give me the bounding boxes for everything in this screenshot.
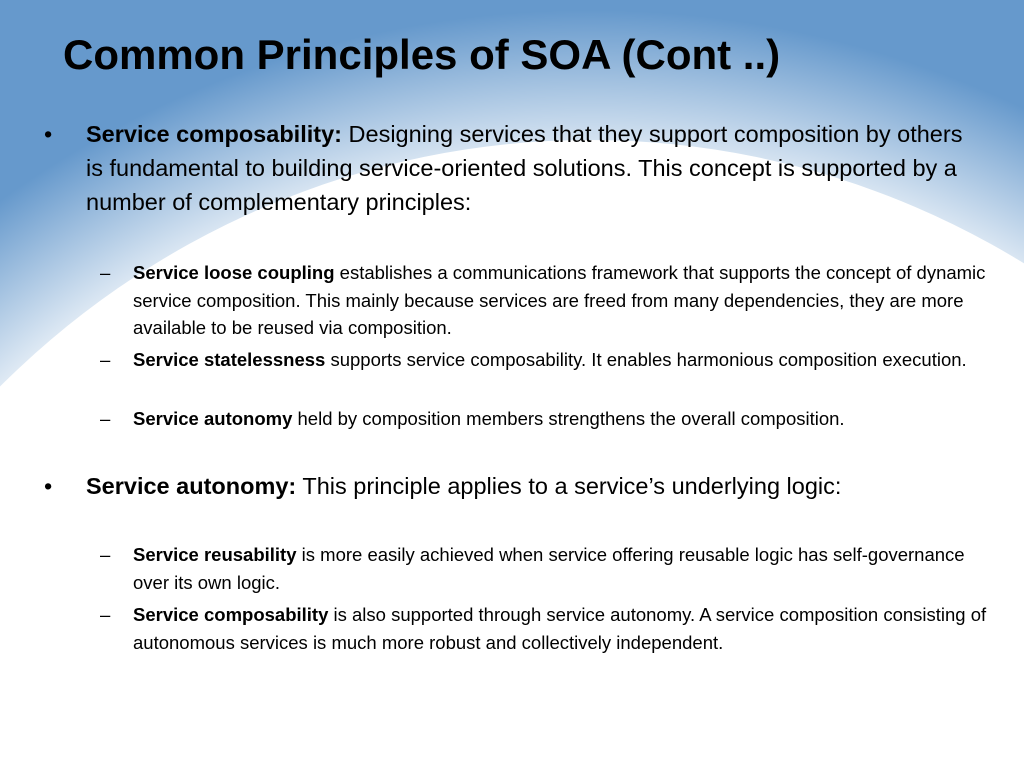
bullet-text: This principle applies to a service’s underlying logic: <box>296 473 842 499</box>
sub-bullet-text: is also supported through service autonomy. A service composition consisting of autonomous services is much more robust and collectively independent. <box>133 604 987 653</box>
sub-bullet-marker: – <box>100 349 111 370</box>
bullet-marker: • <box>44 121 53 147</box>
sub-bullet-text: establishes a communications framework that supports the concept of dynamic service composition. This mainly because services are freed from many dependencies, they are more available to be reused via composition. <box>133 262 986 338</box>
sub-bullet-term: Service loose coupling <box>133 262 335 283</box>
bullet-service-autonomy <box>44 469 966 503</box>
bullet-term: Service composability: <box>86 121 342 147</box>
bullet-service-composability <box>44 117 966 219</box>
sub-bullet-text: held by composition members strengthens the overall composition. <box>292 408 845 429</box>
sub-bullet-marker: – <box>100 408 111 429</box>
sub-bullet-term: Service statelessness <box>133 349 326 370</box>
sub-bullet-loose-coupling <box>100 259 993 342</box>
sub-bullet-marker: – <box>100 262 111 283</box>
sub-bullet-term: Service composability <box>133 604 329 625</box>
sub-bullet-text: is more easily achieved when service offering reusable logic has self-governance over its own logic. <box>133 544 965 593</box>
sub-bullet-term: Service reusability <box>133 544 297 565</box>
sub-bullet-text: supports service composability. It enables harmonious composition execution. <box>325 349 967 370</box>
slide-title: Common Principles of SOA (Cont ..) <box>63 31 781 78</box>
sub-bullet-statelessness <box>100 346 993 374</box>
bullet-term: Service autonomy: <box>86 473 297 499</box>
sub-bullet-reusability <box>100 541 993 596</box>
sub-bullet-composability <box>100 601 993 656</box>
sub-bullet-marker: – <box>100 544 111 565</box>
bullet-text: Designing services that they support composition by others is fundamental to building service-oriented solutions. This concept is supported by a number of complementary principles: <box>86 121 963 215</box>
sub-bullet-marker: – <box>100 604 111 625</box>
bullet-marker: • <box>44 473 53 499</box>
sub-bullet-term: Service autonomy <box>133 408 293 429</box>
sub-bullet-autonomy <box>100 405 993 433</box>
